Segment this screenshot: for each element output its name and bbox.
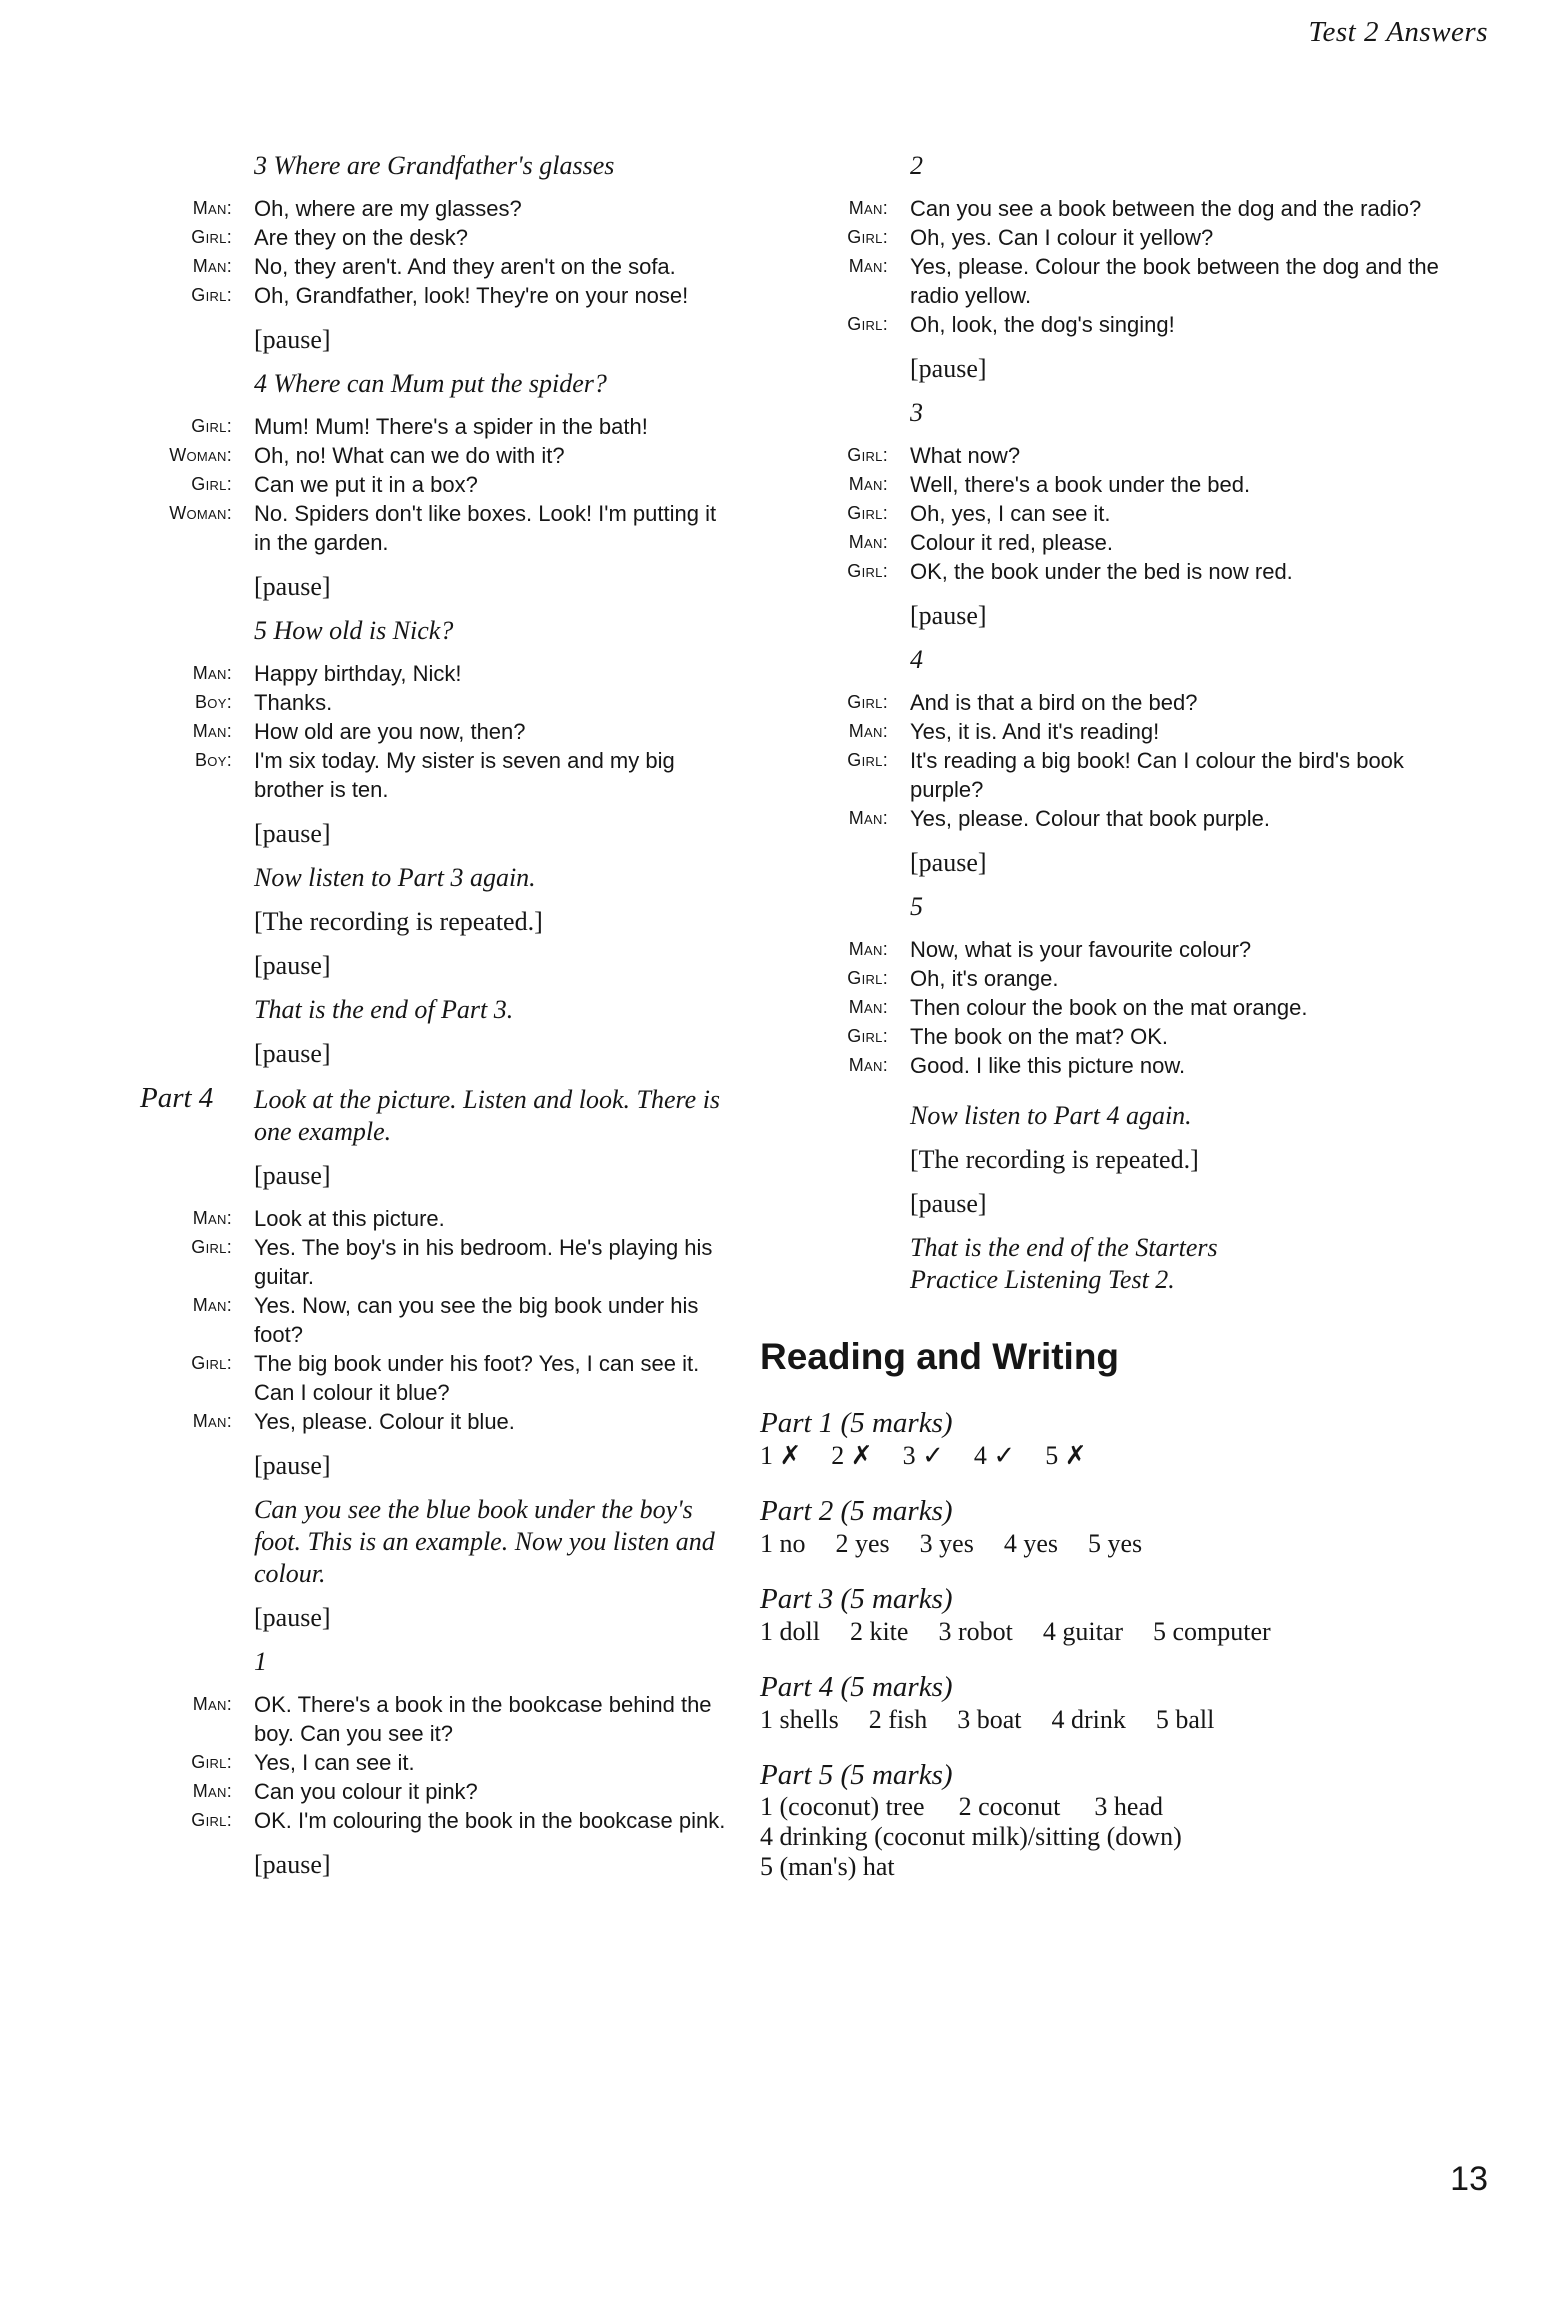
question-5-title: 5 How old is Nick? <box>254 616 454 645</box>
dialogue-text: Colour it red, please. <box>910 530 1113 555</box>
answer-item: 1 no <box>760 1529 806 1558</box>
pause-note: [pause] <box>254 325 331 354</box>
dialogue-line <box>192 194 730 223</box>
dialogue-text: Oh, no! What can we do with it? <box>254 443 565 468</box>
dialogue-line <box>169 499 730 557</box>
answer-part-heading: Part 4 (5 marks) <box>760 1671 953 1703</box>
dialogue-line <box>847 557 1460 586</box>
part5-line-3: 5 (man's) hat <box>760 1852 895 1881</box>
dialogue-text: Oh, it's orange. <box>910 966 1059 991</box>
dialogue-q1 <box>191 1690 730 1835</box>
answer-item: 2 yes <box>835 1529 890 1558</box>
answer-row <box>760 1528 1460 1560</box>
dialogue-q5 <box>192 659 730 804</box>
dialogue-line <box>195 746 730 804</box>
dialogue-line <box>192 1407 730 1436</box>
dialogue-text: No. Spiders don't like boxes. Look! I'm putting it in the garden. <box>254 501 717 555</box>
dialogue-text: The book on the mat? OK. <box>910 1024 1169 1049</box>
answer-item: 1 doll <box>760 1617 820 1646</box>
dialogue-line <box>848 470 1460 499</box>
answer-item: 1 ✗ <box>760 1441 802 1470</box>
dialogue-line <box>847 223 1460 252</box>
question-2-number: 2 <box>910 151 923 180</box>
pause-note: [pause] <box>910 848 987 877</box>
speaker-label: Man: <box>192 721 232 741</box>
dialogue-text: I'm six today. My sister is seven and my big brother is ten. <box>254 748 675 802</box>
speaker-label: Man: <box>192 1781 232 1801</box>
part5-line-1 <box>760 1792 1460 1822</box>
dialogue-line <box>848 194 1460 223</box>
page-number: 13 <box>1450 2160 1488 2198</box>
dialogue-line <box>169 441 730 470</box>
answer-part-3 <box>760 1582 1460 1648</box>
part5-line-2: 4 drinking (coconut milk)/sitting (down) <box>760 1822 1182 1851</box>
dialogue-text: Then colour the book on the mat orange. <box>910 995 1308 1020</box>
dialogue-line <box>191 470 730 499</box>
speaker-label: Girl: <box>191 1353 232 1373</box>
dialogue-text: Look at this picture. <box>254 1206 445 1231</box>
answer-item: 5 yes <box>1088 1529 1143 1558</box>
dialogue-line <box>848 935 1460 964</box>
speaker-label: Boy: <box>195 692 232 712</box>
dialogue-line <box>192 252 730 281</box>
dialogue-line <box>191 1748 730 1777</box>
dialogue-text: Yes. Now, can you see the big book under his foot? <box>254 1293 699 1347</box>
dialogue-text: Are they on the desk? <box>254 225 469 250</box>
listen-again-part4: Now listen to Part 4 again. <box>910 1101 1192 1130</box>
dialogue-q4-right <box>847 688 1460 833</box>
dialogue-text: How old are you now, then? <box>254 719 526 744</box>
question-3-number: 3 <box>910 398 923 427</box>
recording-repeated: [The recording is repeated.] <box>254 907 543 936</box>
answer-row <box>760 1704 1460 1736</box>
dialogue-q2 <box>847 194 1460 339</box>
dialogue-q3-right <box>847 441 1460 586</box>
answer-item: 3 boat <box>957 1705 1022 1734</box>
dialogue-q5-right <box>847 935 1460 1080</box>
dialogue-text: Can you colour it pink? <box>254 1779 478 1804</box>
speaker-label: Man: <box>848 532 888 552</box>
dialogue-text: No, they aren't. And they aren't on the sofa. <box>254 254 676 279</box>
question-4-title: 4 Where can Mum put the spider? <box>254 369 607 398</box>
pause-note: [pause] <box>254 1451 331 1480</box>
dialogue-line <box>847 688 1460 717</box>
dialogue-line <box>848 717 1460 746</box>
speaker-label: Man: <box>192 663 232 683</box>
reading-writing-answers <box>760 1406 1460 1736</box>
speaker-label: Girl: <box>847 750 888 770</box>
answer-item: 5 ball <box>1155 1705 1215 1734</box>
speaker-label: Girl: <box>847 561 888 581</box>
dialogue-line <box>192 1291 730 1349</box>
dialogue-line <box>848 804 1460 833</box>
speaker-label: Girl: <box>847 445 888 465</box>
answer-item: 2 kite <box>849 1617 909 1646</box>
answer-item: 3 yes <box>919 1529 974 1558</box>
dialogue-line <box>192 1690 730 1748</box>
dialogue-line <box>847 1022 1460 1051</box>
pause-note: [pause] <box>254 1603 331 1632</box>
pause-note: [pause] <box>254 1161 331 1190</box>
dialogue-line <box>191 281 730 310</box>
dialogue-example <box>191 1204 730 1436</box>
part5-heading: Part 5 (5 marks) <box>760 1759 953 1791</box>
pause-note: [pause] <box>254 1850 331 1879</box>
end-starters: That is the end of the Starters Practice Listening Test 2. <box>910 1233 1218 1294</box>
answer-item: 4 ✓ <box>973 1441 1016 1470</box>
answer-item: 1 (coconut) tree <box>760 1792 925 1821</box>
speaker-label: Girl: <box>191 1752 232 1772</box>
dialogue-text: Well, there's a book under the bed. <box>910 472 1251 497</box>
speaker-label: Girl: <box>847 1026 888 1046</box>
answer-item: 4 guitar <box>1042 1617 1123 1646</box>
answer-item: 1 shells <box>760 1705 839 1734</box>
speaker-label: Woman: <box>169 445 232 465</box>
dialogue-line <box>848 1051 1460 1080</box>
question-4-number: 4 <box>910 645 923 674</box>
speaker-label: Man: <box>848 939 888 959</box>
speaker-label: Man: <box>848 997 888 1017</box>
pause-note: [pause] <box>254 819 331 848</box>
example-note: Can you see the blue book under the boy's foot. This is an example. Now you listen and colour. <box>254 1495 715 1588</box>
reading-writing-title: Reading and Writing <box>760 1336 1120 1377</box>
dialogue-line <box>191 1349 730 1407</box>
dialogue-text: Can you see a book between the dog and the radio? <box>910 196 1422 221</box>
question-1-number: 1 <box>254 1647 267 1676</box>
dialogue-text: OK. There's a book in the bookcase behind the boy. Can you see it? <box>254 1692 712 1746</box>
dialogue-text: Mum! Mum! There's a spider in the bath! <box>254 414 648 439</box>
dialogue-line <box>192 1777 730 1806</box>
dialogue-text: It's reading a big book! Can I colour the bird's book purple? <box>910 748 1404 802</box>
dialogue-text: And is that a bird on the bed? <box>910 690 1198 715</box>
speaker-label: Man: <box>192 1694 232 1714</box>
dialogue-text: Thanks. <box>254 690 333 715</box>
pause-note: [pause] <box>910 1189 987 1218</box>
dialogue-text: Oh, yes. Can I colour it yellow? <box>910 225 1214 250</box>
dialogue-line <box>192 1204 730 1233</box>
speaker-label: Girl: <box>847 968 888 988</box>
dialogue-text: Oh, where are my glasses? <box>254 196 522 221</box>
dialogue-line <box>192 659 730 688</box>
question-5-number: 5 <box>910 892 923 921</box>
dialogue-text: Yes, please. Colour the book between the dog and the radio yellow. <box>910 254 1439 308</box>
answer-item: 5 computer <box>1153 1617 1271 1646</box>
speaker-label: Man: <box>848 256 888 276</box>
dialogue-text: Oh, Grandfather, look! They're on your nose! <box>254 283 689 308</box>
speaker-label: Man: <box>848 721 888 741</box>
speaker-label: Man: <box>848 474 888 494</box>
pause-note: [pause] <box>254 572 331 601</box>
answer-item: 4 drink <box>1051 1705 1126 1734</box>
answer-item: 3 robot <box>938 1617 1013 1646</box>
listen-again-part3: Now listen to Part 3 again. <box>254 863 536 892</box>
part4-heading <box>140 1082 730 1160</box>
pause-note: [pause] <box>910 354 987 383</box>
speaker-label: Girl: <box>191 285 232 305</box>
dialogue-line <box>847 310 1460 339</box>
dialogue-line <box>191 1806 730 1835</box>
dialogue-line <box>847 746 1460 804</box>
answer-row <box>760 1616 1460 1648</box>
speaker-label: Girl: <box>847 692 888 712</box>
dialogue-line <box>195 688 730 717</box>
right-column <box>760 150 1460 1904</box>
dialogue-text: The big book under his foot? Yes, I can see it. Can I colour it blue? <box>254 1351 700 1405</box>
dialogue-line <box>191 412 730 441</box>
dialogue-line <box>192 717 730 746</box>
speaker-label: Girl: <box>191 416 232 436</box>
page-header: Test 2 Answers <box>1308 16 1488 48</box>
answer-item: 2 coconut <box>958 1792 1061 1821</box>
answer-row <box>760 1440 1460 1472</box>
dialogue-line <box>191 1233 730 1291</box>
left-column <box>130 150 730 1893</box>
dialogue-line <box>847 964 1460 993</box>
speaker-label: Man: <box>192 1411 232 1431</box>
answer-part-4 <box>760 1670 1460 1736</box>
dialogue-line <box>848 252 1460 310</box>
speaker-label: Woman: <box>169 503 232 523</box>
part4-label: Part 4 <box>140 1082 214 1114</box>
speaker-label: Man: <box>192 1208 232 1228</box>
speaker-label: Girl: <box>847 503 888 523</box>
pause-note: [pause] <box>254 951 331 980</box>
dialogue-text: Yes, please. Colour that book purple. <box>910 806 1270 831</box>
speaker-label: Girl: <box>847 227 888 247</box>
speaker-label: Girl: <box>191 1810 232 1830</box>
answer-part-heading: Part 3 (5 marks) <box>760 1583 953 1615</box>
speaker-label: Girl: <box>847 314 888 334</box>
answer-item: 2 ✗ <box>831 1441 873 1470</box>
speaker-label: Man: <box>848 198 888 218</box>
dialogue-text: Yes, it is. And it's reading! <box>910 719 1160 744</box>
dialogue-q3 <box>191 194 730 310</box>
dialogue-text: Good. I like this picture now. <box>910 1053 1186 1078</box>
answer-item: 4 yes <box>1003 1529 1059 1558</box>
dialogue-line <box>848 528 1460 557</box>
speaker-label: Girl: <box>191 1237 232 1257</box>
dialogue-text: Now, what is your favourite colour? <box>910 937 1252 962</box>
speaker-label: Boy: <box>195 750 232 770</box>
speaker-label: Man: <box>192 256 232 276</box>
speaker-label: Man: <box>192 1295 232 1315</box>
dialogue-text: OK, the book under the bed is now red. <box>910 559 1293 584</box>
answer-item: 3 ✓ <box>902 1441 944 1470</box>
dialogue-line <box>848 993 1460 1022</box>
recording-repeated: [The recording is repeated.] <box>910 1145 1199 1174</box>
dialogue-line <box>847 441 1460 470</box>
speaker-label: Girl: <box>191 227 232 247</box>
answer-part-heading: Part 1 (5 marks) <box>760 1407 953 1439</box>
dialogue-q4 <box>169 412 730 557</box>
speaker-label: Man: <box>848 808 888 828</box>
answer-part-heading: Part 2 (5 marks) <box>760 1495 953 1527</box>
answer-part-1 <box>760 1406 1460 1472</box>
dialogue-text: What now? <box>910 443 1021 468</box>
answer-part-2 <box>760 1494 1460 1560</box>
dialogue-text: Oh, look, the dog's singing! <box>910 312 1175 337</box>
question-3-title: 3 Where are Grandfather's glasses <box>254 151 615 180</box>
pause-note: [pause] <box>910 601 987 630</box>
dialogue-text: OK. I'm colouring the book in the bookcase pink. <box>254 1808 726 1833</box>
speaker-label: Man: <box>848 1055 888 1075</box>
dialogue-text: Happy birthday, Nick! <box>254 661 462 686</box>
dialogue-text: Yes, I can see it. <box>254 1750 415 1775</box>
part4-intro: Look at the picture. Listen and look. There is one example. <box>254 1085 721 1146</box>
dialogue-text: Yes, please. Colour it blue. <box>254 1409 515 1434</box>
dialogue-line <box>191 223 730 252</box>
dialogue-line <box>847 499 1460 528</box>
answer-item: 2 fish <box>868 1705 928 1734</box>
answer-item: 3 head <box>1094 1792 1163 1821</box>
dialogue-text: Can we put it in a box? <box>254 472 478 497</box>
dialogue-text: Oh, yes, I can see it. <box>910 501 1111 526</box>
dialogue-text: Yes. The boy's in his bedroom. He's playing his guitar. <box>254 1235 713 1289</box>
part5-answers <box>760 1758 1460 1882</box>
speaker-label: Girl: <box>191 474 232 494</box>
pause-note: [pause] <box>254 1039 331 1068</box>
answer-item: 5 ✗ <box>1045 1441 1087 1470</box>
speaker-label: Man: <box>192 198 232 218</box>
end-part3: That is the end of Part 3. <box>254 995 514 1024</box>
